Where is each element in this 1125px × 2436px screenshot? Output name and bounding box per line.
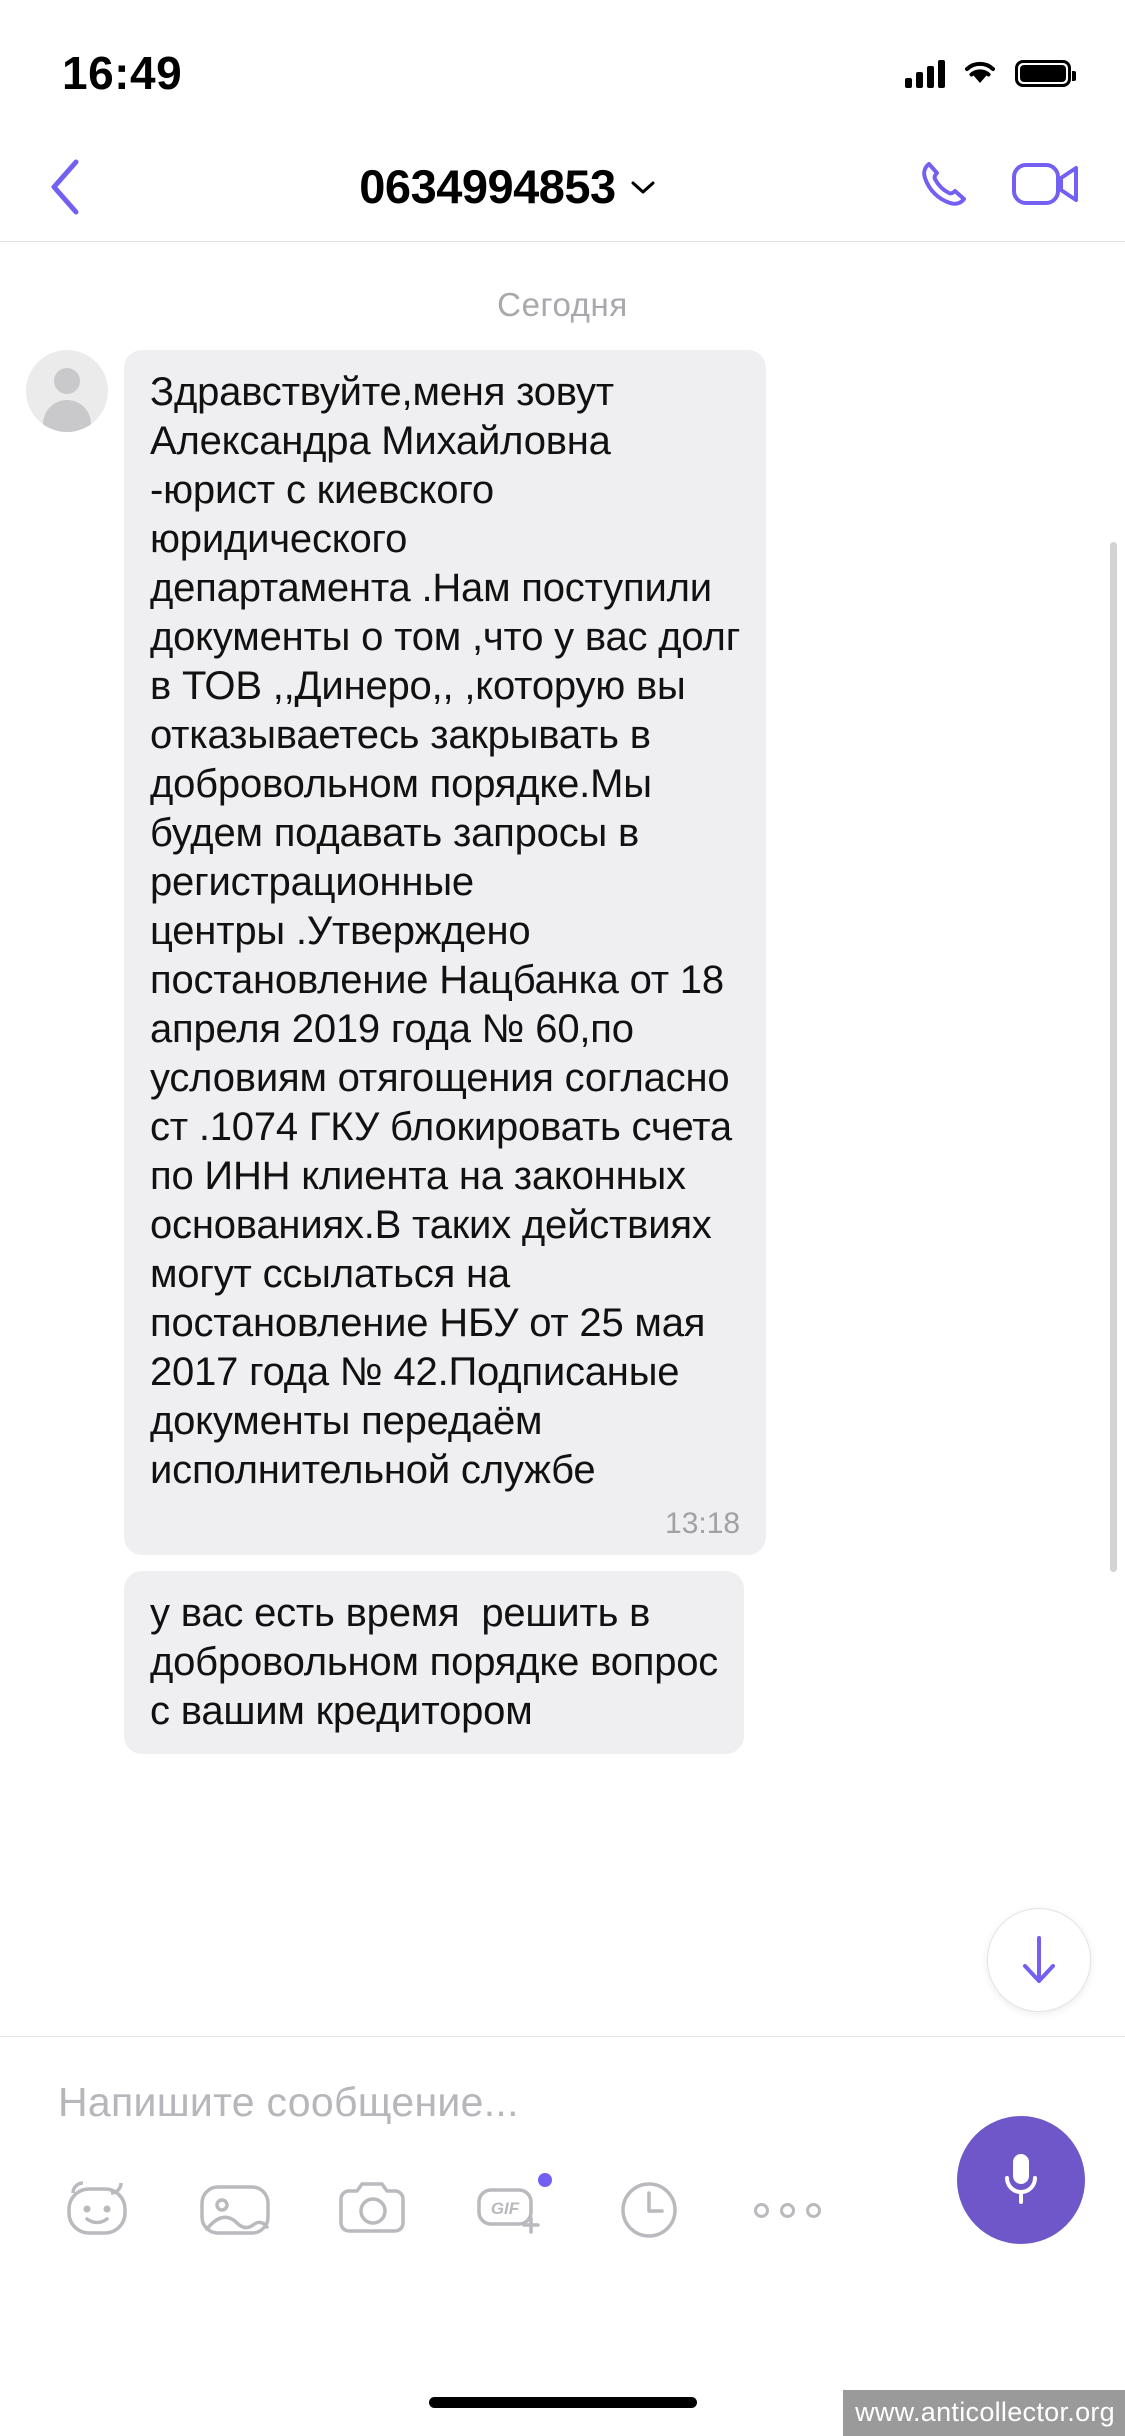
more-options-icon[interactable] xyxy=(744,2167,830,2253)
wifi-icon xyxy=(961,56,999,91)
sticker-icon[interactable] xyxy=(54,2167,140,2253)
message-row xyxy=(0,1571,1125,1754)
message-row xyxy=(0,350,1125,1555)
home-indicator-area xyxy=(0,2336,1125,2436)
chevron-left-icon xyxy=(48,158,82,216)
gallery-icon[interactable] xyxy=(192,2167,278,2253)
message-bubble[interactable] xyxy=(124,1571,744,1754)
chat-header xyxy=(0,132,1125,242)
voice-record-button[interactable] xyxy=(957,2116,1085,2244)
watermark: www.anticollector.org xyxy=(843,2390,1125,2436)
day-separator: Сегодня xyxy=(497,286,628,323)
gif-new-badge xyxy=(538,2173,552,2187)
avatar[interactable] xyxy=(26,350,108,432)
camera-icon[interactable] xyxy=(330,2167,416,2253)
home-indicator[interactable] xyxy=(429,2397,697,2408)
page-title: 0634994853 xyxy=(359,160,616,213)
phone-icon[interactable] xyxy=(915,155,973,218)
message-timestamp: 13:18 xyxy=(665,1507,741,1540)
status-bar xyxy=(0,0,1125,132)
back-button[interactable] xyxy=(30,152,100,222)
gif-icon[interactable] xyxy=(468,2167,554,2253)
video-camera-icon[interactable] xyxy=(1011,158,1081,215)
message-text: Здравствуйте,меня зовут Александра Михайловна -юрист с киевского юридического департамента .Нам поступили документы о том ,что у вас долг в ТОВ ,,Динеро,, ,которую вы отказываетесь закрывать в добровольном порядке.Мы будем подавать запросы в регистрационные центры .Утверждено постановление Нацбанка от 18 апреля 2019 года № 60,по условиям отягощения согласно ст .1074 ГКУ блокировать счета по ИНН клиента на законных основаниях.В таких действиях могут ссылаться на постановление НБУ от 25 мая 2017 года № 42.Подписаные документы передаём исполнительной службе xyxy=(150,370,741,1492)
composer-toolbar xyxy=(40,2167,1085,2253)
message-text: у вас есть время решить в добровольном порядке вопрос с вашим кредитором xyxy=(150,1591,719,1733)
svg-text:GIF: GIF xyxy=(490,2199,520,2218)
status-time: 16:49 xyxy=(62,47,183,99)
chevron-down-icon xyxy=(630,179,656,195)
message-bubble[interactable] xyxy=(124,350,766,1555)
scrollbar[interactable] xyxy=(1110,542,1117,1572)
header-actions xyxy=(915,155,1081,218)
message-thread[interactable] xyxy=(0,242,1125,2036)
recent-clock-icon[interactable] xyxy=(606,2167,692,2253)
battery-full-icon xyxy=(1015,60,1071,87)
message-input[interactable]: Напишите сообщение... xyxy=(58,2078,519,2125)
cellular-signal-icon xyxy=(905,58,945,88)
status-icons xyxy=(905,42,1071,91)
chat-title-button[interactable] xyxy=(100,159,915,214)
message-composer xyxy=(0,2036,1125,2336)
microphone-icon xyxy=(999,2148,1043,2212)
arrow-down-icon xyxy=(1013,1932,1065,1988)
scroll-to-bottom-button[interactable] xyxy=(987,1908,1091,2012)
